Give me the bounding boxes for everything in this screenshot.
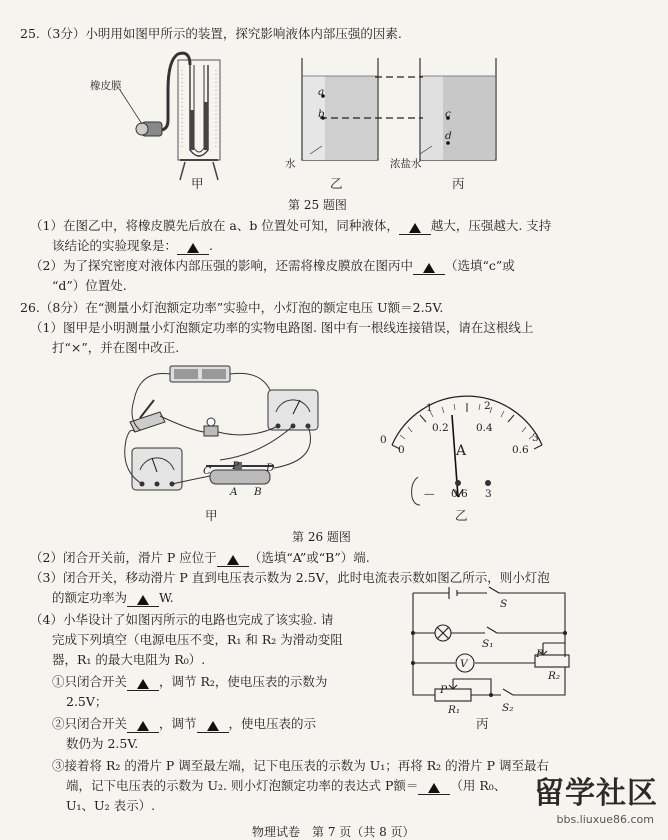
answer-triangle-icon bbox=[187, 243, 199, 253]
q25-part2-line2: “d”）位置处. bbox=[52, 278, 127, 293]
answer-blank-26-4[interactable] bbox=[127, 676, 159, 691]
label-saltwater: 浓盐水 bbox=[390, 158, 422, 170]
dial-bottom-1: 0.2 bbox=[432, 422, 449, 434]
watermark-url: bbs.liuxue86.com bbox=[556, 813, 654, 826]
q25-part1-line1: （1）在图乙中，将橡皮膜先后放在 a、b 位置处可知，同种液体， 越大，压强越大. 支持 bbox=[30, 218, 552, 233]
q26-part1-line2: 打“×”，并在图中改正. bbox=[52, 340, 180, 355]
q26-part4-line2: 完成下列填空（电源电压不变，R₁ 和 R₂ 为滑动变阻 bbox=[52, 632, 343, 647]
circuit-label-p1: P bbox=[440, 684, 448, 696]
q26-part3-line2: 的额定功率为 W. bbox=[52, 590, 174, 605]
answer-blank-26-6[interactable] bbox=[197, 718, 229, 733]
label-membrane: 橡皮膜 bbox=[90, 80, 122, 92]
rheo-label-c: C bbox=[203, 465, 212, 477]
circuit-label-r1: R₁ bbox=[448, 704, 461, 716]
q25-part1-line2: 该结论的实验现象是： . bbox=[52, 238, 213, 253]
rheo-label-p: P bbox=[232, 460, 240, 472]
answer-blank-25-3[interactable] bbox=[413, 260, 445, 275]
answer-triangle-icon bbox=[137, 595, 149, 605]
rheo-label-d: D bbox=[266, 462, 275, 474]
point-c: c bbox=[445, 108, 451, 120]
figure-26-jia bbox=[110, 360, 330, 510]
q26-part3-line1: （3）闭合开关，移动滑片 P 直到电压表示数为 2.5V，此时电流表示数如图乙所示，则小灯泡 bbox=[30, 570, 550, 585]
answer-blank-26-3[interactable] bbox=[127, 592, 159, 607]
dial-top-0: 0 bbox=[380, 434, 387, 446]
q26-step3-line3: U₁、U₂ 表示）. bbox=[66, 798, 156, 813]
circuit-label-s2: S₂ bbox=[502, 702, 514, 714]
q25-part2-line1: （2）为了探究密度对液体内部压强的影响，还需将橡皮膜放在图丙中 （选填“c”或 bbox=[30, 258, 515, 273]
answer-triangle-icon bbox=[207, 721, 219, 731]
answer-blank-26-7[interactable] bbox=[418, 780, 450, 795]
watermark-logo bbox=[534, 768, 658, 812]
answer-triangle-icon bbox=[137, 721, 149, 731]
q26-step3-line2: 端，记下电压表的示数为 U₂. 则小灯泡额定功率的表达式 P额＝ （用 R₀、 bbox=[66, 778, 507, 793]
label-water: 水 bbox=[285, 158, 296, 170]
fig-25-bing-label: 丙 bbox=[452, 176, 465, 191]
answer-triangle-icon bbox=[428, 783, 440, 793]
terminal-3: 3 bbox=[485, 488, 492, 500]
dial-top-2: 2 bbox=[484, 400, 491, 412]
answer-triangle-icon bbox=[137, 679, 149, 689]
answer-triangle-icon bbox=[409, 223, 421, 233]
q26-part4-line1: （4）小华设计了如图丙所示的电路也完成了该实验. 请 bbox=[30, 612, 334, 627]
q26-step3-line1: ③接着将 R₂ 的滑片 P 调至最左端，记下电压表的示数为 U₁；再将 R₂ 的滑片 P 调至最右 bbox=[52, 758, 549, 773]
dial-bottom-0: 0 bbox=[398, 444, 405, 456]
circuit-label-r2: R₂ bbox=[548, 670, 561, 682]
q26-step2-line2: 数仍为 2.5V. bbox=[66, 736, 139, 751]
q26-step2-line1: ②只闭合开关 ，调节 ，使电压表的示 bbox=[52, 716, 317, 731]
rheo-label-b: B bbox=[254, 486, 262, 498]
dial-top-1: 1 bbox=[426, 402, 433, 414]
answer-blank-25-1[interactable] bbox=[399, 220, 431, 235]
q26-part4-line3: 器，R₁ 的最大电阻为 R₀）. bbox=[52, 652, 206, 667]
circuit-label-s: S bbox=[500, 598, 508, 610]
dial-top-3: 3 bbox=[532, 432, 539, 444]
terminal-minus: — bbox=[424, 488, 435, 500]
fig-26-yi-label: 乙 bbox=[455, 508, 468, 523]
page-footer: 物理试卷 第 7 页（共 8 页） bbox=[252, 825, 415, 839]
q26-part2: （2）闭合开关前，滑片 P 应位于 （选填“A”或“B”）端. bbox=[30, 550, 370, 565]
caption-26: 第 26 题图 bbox=[292, 530, 351, 544]
caption-25: 第 25 题图 bbox=[288, 198, 347, 212]
terminal-06: 0.6 bbox=[451, 488, 468, 500]
circuit-label-v: V bbox=[460, 658, 468, 670]
circuit-label-s1: S₁ bbox=[482, 638, 494, 650]
dial-unit: A bbox=[456, 443, 467, 459]
circuit-label-p2: P bbox=[536, 648, 544, 660]
figure-25-jia bbox=[90, 50, 240, 190]
watermark-title: 留学社区 bbox=[534, 776, 658, 811]
dial-bottom-3: 0.6 bbox=[512, 444, 529, 456]
rheo-label-a: A bbox=[230, 486, 238, 498]
fig-26-bing-label: 丙 bbox=[476, 716, 489, 731]
answer-triangle-icon bbox=[423, 263, 435, 273]
point-b: b bbox=[318, 108, 325, 120]
dial-bottom-2: 0.4 bbox=[476, 422, 493, 434]
q26-step1-line2: 2.5V； bbox=[66, 694, 108, 709]
point-d: d bbox=[445, 130, 452, 142]
point-a: a bbox=[318, 86, 325, 98]
answer-blank-26-5[interactable] bbox=[127, 718, 159, 733]
answer-blank-26-2[interactable] bbox=[217, 552, 249, 567]
figure-26-bing-circuit bbox=[395, 585, 595, 725]
q26-stem: 26.（8分）在“测量小灯泡额定功率”实验中，小灯泡的额定电压 U额＝2.5V. bbox=[20, 300, 444, 315]
q26-step1-line1: ①只闭合开关 ，调节 R₂，使电压表的示数为 bbox=[52, 674, 328, 689]
q26-part1-line1: （1）图甲是小明测量小灯泡额定功率的实物电路图. 图中有一根线连接错误，请在这根线上 bbox=[30, 320, 534, 335]
answer-blank-25-2[interactable] bbox=[177, 240, 209, 255]
fig-26-jia-label: 甲 bbox=[205, 508, 218, 523]
fig-25-jia-label: 甲 bbox=[191, 176, 204, 191]
answer-triangle-icon bbox=[227, 555, 239, 565]
q25-stem: 25.（3分）小明用如图甲所示的装置，探究影响液体内部压强的因素. bbox=[20, 26, 402, 41]
fig-25-yi-label: 乙 bbox=[330, 176, 343, 191]
